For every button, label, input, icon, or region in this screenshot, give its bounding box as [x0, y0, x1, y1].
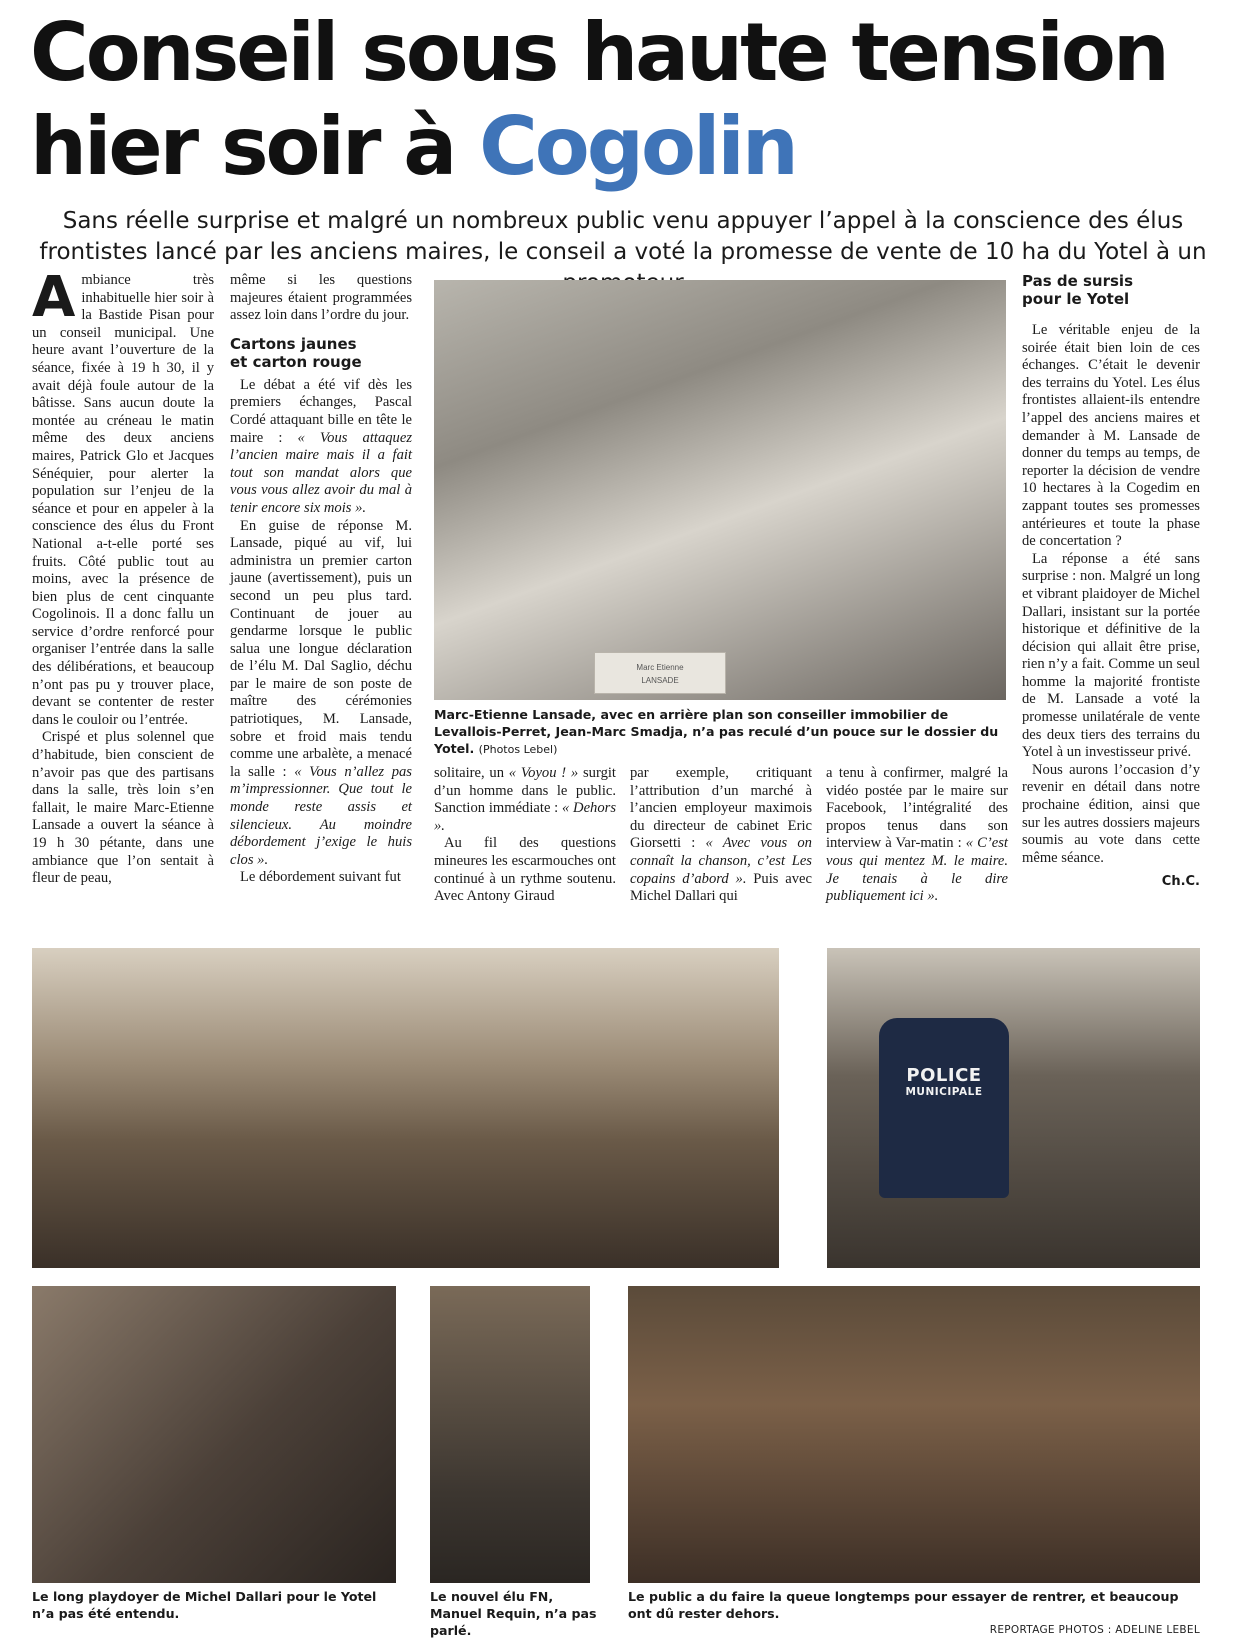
- col2-paragraph-2-text: Le débat a été vif dès les premiers échanges, Pascal Cordé attaquant bille en tête le maire :: [230, 376, 412, 446]
- nameplate-line1: Marc Etienne: [636, 663, 684, 672]
- col5-paragraph-1: [826, 765, 1008, 906]
- caption-dallari: Le long playdoyer de Michel Dallari pour le Yotel n’a pas été entendu.: [32, 1589, 377, 1621]
- photo-police: [827, 948, 1200, 1268]
- police-vest-label: [887, 1066, 1001, 1099]
- reportage-credit: REPORTAGE PHOTOS : ADELINE LEBEL: [989, 1624, 1200, 1636]
- subhead-cartons-line2: et carton rouge: [230, 352, 362, 371]
- col2-quote-2: « Vous n’allez pas m’impressionner. Que tout le monde reste assis et silencieux. Au moindre débordement j’exige le huis clos ».: [230, 763, 412, 868]
- col2-paragraph-3-text: En guise de réponse M. Lansade, piqué au vif, lui administra un premier carton jaune (avertissement), puis un second un peu plus tard. Continuant de jouer au gendarme lorsque le public salua une longue déclaration de l’élu M. Dal Saglio, déchu par le maire de son poste de maître des cérémonies patriotiques, M. Lansade, sobre et froid mais tendu comme une arbalète, a menacé la salle :: [230, 517, 412, 780]
- nameplate: [594, 652, 726, 694]
- headline: [30, 6, 1220, 194]
- subhead-cartons: [230, 335, 412, 371]
- article-column-5: [826, 765, 1008, 906]
- col3-text-b: surgit d’un homme dans le public. Sanction immédiate :: [434, 765, 616, 817]
- col2-quote-1: « Vous attaquez l’ancien maire mais il a fait tout son mandat alors que vous vous allez avoir du mal à tenir encore six mois ».: [230, 429, 412, 516]
- col2-paragraph-3: [230, 518, 412, 870]
- caption-requin: Le nouvel élu FN, Manuel Requin, n’a pas parlé.: [430, 1589, 597, 1638]
- photo-council-room: [32, 948, 779, 1268]
- col5-text: a tenu à confirmer, malgré la vidéo postée par le maire sur Facebook, l’intégralité des propos tenus dans son interview à Var-matin :: [826, 765, 1008, 852]
- caption-lansade-text: Marc-Etienne Lansade, avec en arrière plan son conseiller immobilier de Levallois-Perret, Jean-Marc Smadja, n’a pas reculé d’un pouce sur le dossier du Yotel.: [434, 707, 999, 756]
- col3-quote-2: « Dehors ».: [434, 800, 617, 834]
- police-vest-line2: MUNICIPALE: [905, 1086, 983, 1098]
- col4-text-b: Puis avec Michel Dallari qui: [630, 870, 812, 905]
- nameplate-line2: LANSADE: [641, 676, 679, 685]
- col4-text-a: par exemple, critiquant l’attribution d’un marché à l’ancien employeur maximois du directeur de cabinet Eric Giorsetti :: [630, 765, 812, 852]
- subhead-sursis-line1: Pas de sursis: [1022, 272, 1133, 290]
- col5-quote: « C’est vous qui mentez M. le maire. Je tenais à le dire publiquement ici ».: [826, 835, 1008, 905]
- col2-paragraph-2: [230, 377, 412, 518]
- article-column-6: [1022, 272, 1200, 891]
- col6-paragraph-3: Nous aurons l’occasion d’y revenir en détail dans notre prochaine édition, ainsi que sur les autres dossiers majeurs soumis au vote dans cette même séance.: [1022, 761, 1200, 866]
- photo-queue: [628, 1286, 1200, 1583]
- caption-queue: Le public a du faire la queue longtemps pour essayer de rentrer, et beaucoup ont dû rester dehors.: [628, 1589, 1179, 1621]
- col4-quote: « Avec vous on connaît la chanson, c’est Les copains d’abord ».: [630, 835, 812, 887]
- police-vest-line1: POLICE: [906, 1065, 982, 1086]
- photo-credit: (Photos Lebel): [478, 743, 558, 756]
- police-vest: [879, 1018, 1009, 1198]
- col1-paragraph-2: Crispé et plus solennel que d’habitude, bien conscient de n’avoir pas que des partisans dans la salle, très loin s’en fallait, le maire Marc-Etienne Lansade a ouvert la séance à 19 h 30 pétante, dans une ambiance que l’on sentait à fleur de peau,: [32, 729, 214, 887]
- col6-paragraph-1: Le véritable enjeu de la soirée était bien loin de ces échanges. C’était le devenir des terrains du Yotel. Les élus frontistes allaient-ils entendre l’appel des anciens maires et demander à M. Lansade de donner du temps au temps, de reporter la décision de vendre 10 hectares à la Cogedim en zappant toutes ses promesses antérieures et toute la phase de concertation ?: [1022, 322, 1200, 550]
- drop-cap: A: [32, 265, 76, 330]
- author-signature: Ch.C.: [1161, 874, 1200, 890]
- standfirst: Sans réelle surprise et malgré un nombreux public venu appuyer l’appel à la conscience des élus frontistes lancé par les anciens maires, le conseil a voté la promesse de vente de 10 ha du Yotel à un: [39, 208, 1207, 265]
- subhead-cartons-line1: Cartons jaunes: [230, 334, 357, 353]
- col3-paragraph-2: Au fil des questions mineures les escarmouches ont continué à un rythme soutenu. Avec Antony Giraud: [434, 835, 616, 905]
- article-column-3: [434, 765, 616, 906]
- caption-lansade: [434, 706, 1006, 758]
- photo-dallari: [32, 1286, 396, 1583]
- col4-paragraph-1: [630, 765, 812, 906]
- headline-accent-word: Cogolin: [479, 100, 796, 193]
- col1-paragraph-1: mbiance très inhabituelle hier soir à la Bastide Pisan pour un conseil municipal. Une heure avant l’ouverture de la séance, fixée à 19 h 30, il y avait déjà foule autour de la bâtisse. Sans aucun doute la montée au créneau le matin même des deux anciens maires, Patrick Glo et Jacques Sénéquier, pour alerter la population sur l’enjeu de la séance et pour en appeler à la conscience des élus du Front National a-t-elle porté ses fruits. Côté public tout au moins, avec la présence de bien plus de cent cinquante Cogolinois. Il a donc fallu un service d’ordre renforcé pour organiser l’entrée dans la salle des délibérations, et beaucoup n’ont pas pu y trouver place, devant se contenter de rester dans le couloir ou l’entrée.: [32, 272, 214, 728]
- col3-text-a: solitaire, un: [434, 765, 509, 781]
- col2-paragraph-4: Le débordement suivant fut: [240, 869, 401, 886]
- subhead-sursis: [1022, 272, 1200, 308]
- col3-paragraph-1: [434, 765, 616, 835]
- col3-quote-1: « Voyou ! »: [508, 765, 579, 781]
- subhead-sursis-line2: pour le Yotel: [1022, 290, 1130, 308]
- article-column-4: [630, 765, 812, 906]
- col2-paragraph-1: même si les questions majeures étaient programmées assez loin dans l’ordre du jour.: [230, 272, 412, 324]
- article-column-1: [32, 265, 214, 888]
- article-column-2: [230, 272, 412, 887]
- photo-lansade: [434, 280, 1006, 700]
- headline-line2-prefix: hier soir à: [30, 100, 480, 193]
- photo-requin: [430, 1286, 590, 1583]
- headline-line1: Conseil sous haute tension: [30, 6, 1167, 99]
- col6-paragraph-2: La réponse a été sans surprise : non. Malgré un long et vibrant plaidoyer de Michel Dallari, insistant sur la portée historique et définitive de la décision qui allait être prise, rien n’y a fait. Comme un seul homme la majorité frontiste de M. Lansade a voté la promesse unilatérale de vente des deux tiers des terrains du Yotel à un investisseur privé.: [1022, 550, 1200, 761]
